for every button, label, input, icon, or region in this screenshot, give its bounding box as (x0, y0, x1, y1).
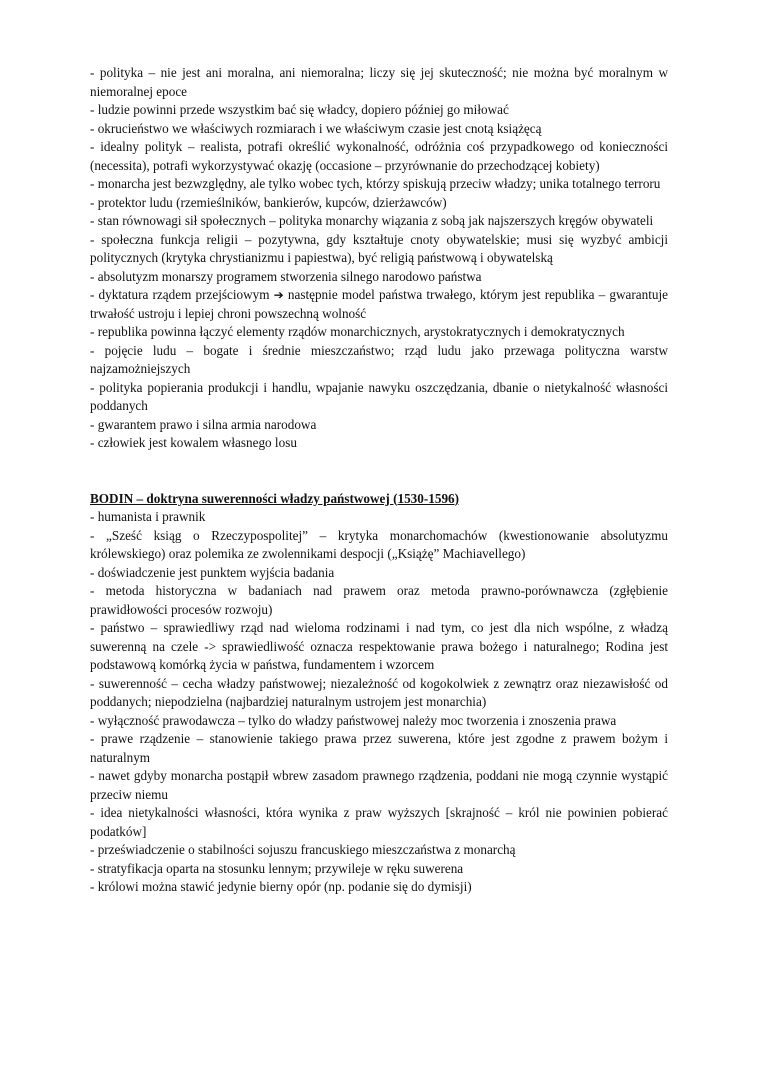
arrow-right-icon: ➔ (273, 288, 284, 302)
list-item: - metoda historyczna w badaniach nad prawem oraz metoda prawno-porównawcza (zgłębienie prawidłowości procesów rozwoju) (90, 583, 668, 617)
list-item: - stan równowagi sił społecznych – polityka monarchy wiązania z sobą jak najszerszych kręgów obywateli (90, 213, 654, 228)
section-spacer (90, 453, 668, 490)
list-item: - okrucieństwo we właściwych rozmiarach i we właściwym czasie jest cnotą książęcą (90, 120, 542, 136)
list-item: - idea nietykalności własności, która wynika z praw wyższych [skrajność – król nie powinien pobierać podatków] (90, 805, 668, 839)
section-heading: BODIN – doktryna suwerenności władzy państwowej (1530-1596) (90, 490, 460, 506)
list-item: - przeświadczenie o stabilności sojuszu francuskiego mieszczaństwa z monarchą (90, 842, 516, 857)
list-item-dictatorship (90, 286, 668, 323)
list-item: - polityka – nie jest ani moralna, ani niemoralna; liczy się jej skuteczność; nie można być moralnym w niemoralnej epoce (90, 65, 668, 99)
list-item: - królowi można stawić jedynie bierny opór (np. podanie się do dymisji) (90, 879, 472, 894)
section-bodin (90, 490, 668, 897)
list-item: - protektor ludu (rzemieślników, bankierów, kupców, dzierżawców) (90, 194, 447, 210)
list-item: - „Sześć ksiąg o Rzeczypospolitej” – krytyka monarchomachów (kwestionowanie absolutyzmu królewskiego) oraz polemika ze zwolennikami despocji („Książę” Machiavellego) (90, 527, 668, 561)
dictatorship-text-after: następnie model państwa trwałego, którym jest republika – gwarantuje trwałość ustroju i lepiej chroni powszechną wolność (90, 287, 669, 321)
list-item: - idealny polityk – realista, potrafi określić wykonalność, odróżnia coś przypadkowego od konieczności (necessita), potrafi wykorzystywać okazję (occasione – przyrównanie do przechodzącej kobiety) (90, 139, 668, 173)
list-item: - wyłączność prawodawcza – tylko do władzy państwowej należy moc tworzenia i znoszenia prawa (90, 712, 617, 728)
list-item: - pojęcie ludu – bogate i średnie mieszczaństwo; rząd ludu jako przewaga polityczna warstw najzamożniejszych (90, 342, 668, 376)
list-item: - ludzie powinni przede wszystkim bać się władcy, dopiero później go miłować (90, 102, 509, 117)
list-item: - absolutyzm monarszy programem stworzenia silnego narodowo państwa (90, 268, 482, 284)
list-item: - prawe rządzenie – stanowienie takiego prawa przez suwerena, które jest zgodne z prawem bożym i naturalnym (90, 731, 668, 765)
list-item: - republika powinna łączyć elementy rządów monarchicznych, arystokratycznych i demokratycznych (90, 324, 625, 339)
section-machiavelli-list (90, 64, 668, 453)
dictatorship-text-before: - dyktatura rządem przejściowym (90, 287, 274, 302)
list-item: - człowiek jest kowalem własnego losu (90, 435, 297, 450)
list-item: - stratyfikacja oparta na stosunku lennym; przywileje w ręku suwerena (90, 860, 464, 876)
list-item: - humanista i prawnik (90, 509, 206, 524)
list-item: - państwo – sprawiedliwy rząd nad wieloma rodzinami i nad tym, co jest dla nich wspólne, z władzą suwerenną na czele -> sprawiedliwość oznacza respektowanie prawa bożego i naturalnego; Rodina jest podstawową komórką życia w państwa, fundamentem i wzorcem (90, 620, 668, 672)
list-item: - doświadczenie jest punktem wyjścia badania (90, 564, 335, 580)
list-item: - społeczna funkcja religii – pozytywna, gdy kształtuje cnoty obywatelskie; musi się wyzbyć ambicji politycznych (krytyka chrystianizmu i papiestwa), być religią państwową i obywatelską (90, 231, 668, 265)
list-item: - polityka popierania produkcji i handlu, wpajanie nawyku oszczędzania, dbanie o nietykalność własności poddanych (90, 379, 668, 413)
list-item: - monarcha jest bezwzględny, ale tylko wobec tych, którzy spiskują przeciw władzy; unika totalnego terroru (90, 176, 661, 191)
list-item: - gwarantem prawo i silna armia narodowa (90, 416, 317, 432)
document-page (90, 64, 668, 897)
list-item: - suwerenność – cecha władzy państwowej; niezależność od kogokolwiek z zewnątrz oraz niezawisłość od poddanych; niepodzielna (najbardziej naturalnym ustrojem jest monarchia) (90, 675, 668, 709)
list-item: - nawet gdyby monarcha postąpił wbrew zasadom prawnego rządzenia, poddani nie mogą czynnie wystąpić przeciw niemu (90, 768, 668, 802)
